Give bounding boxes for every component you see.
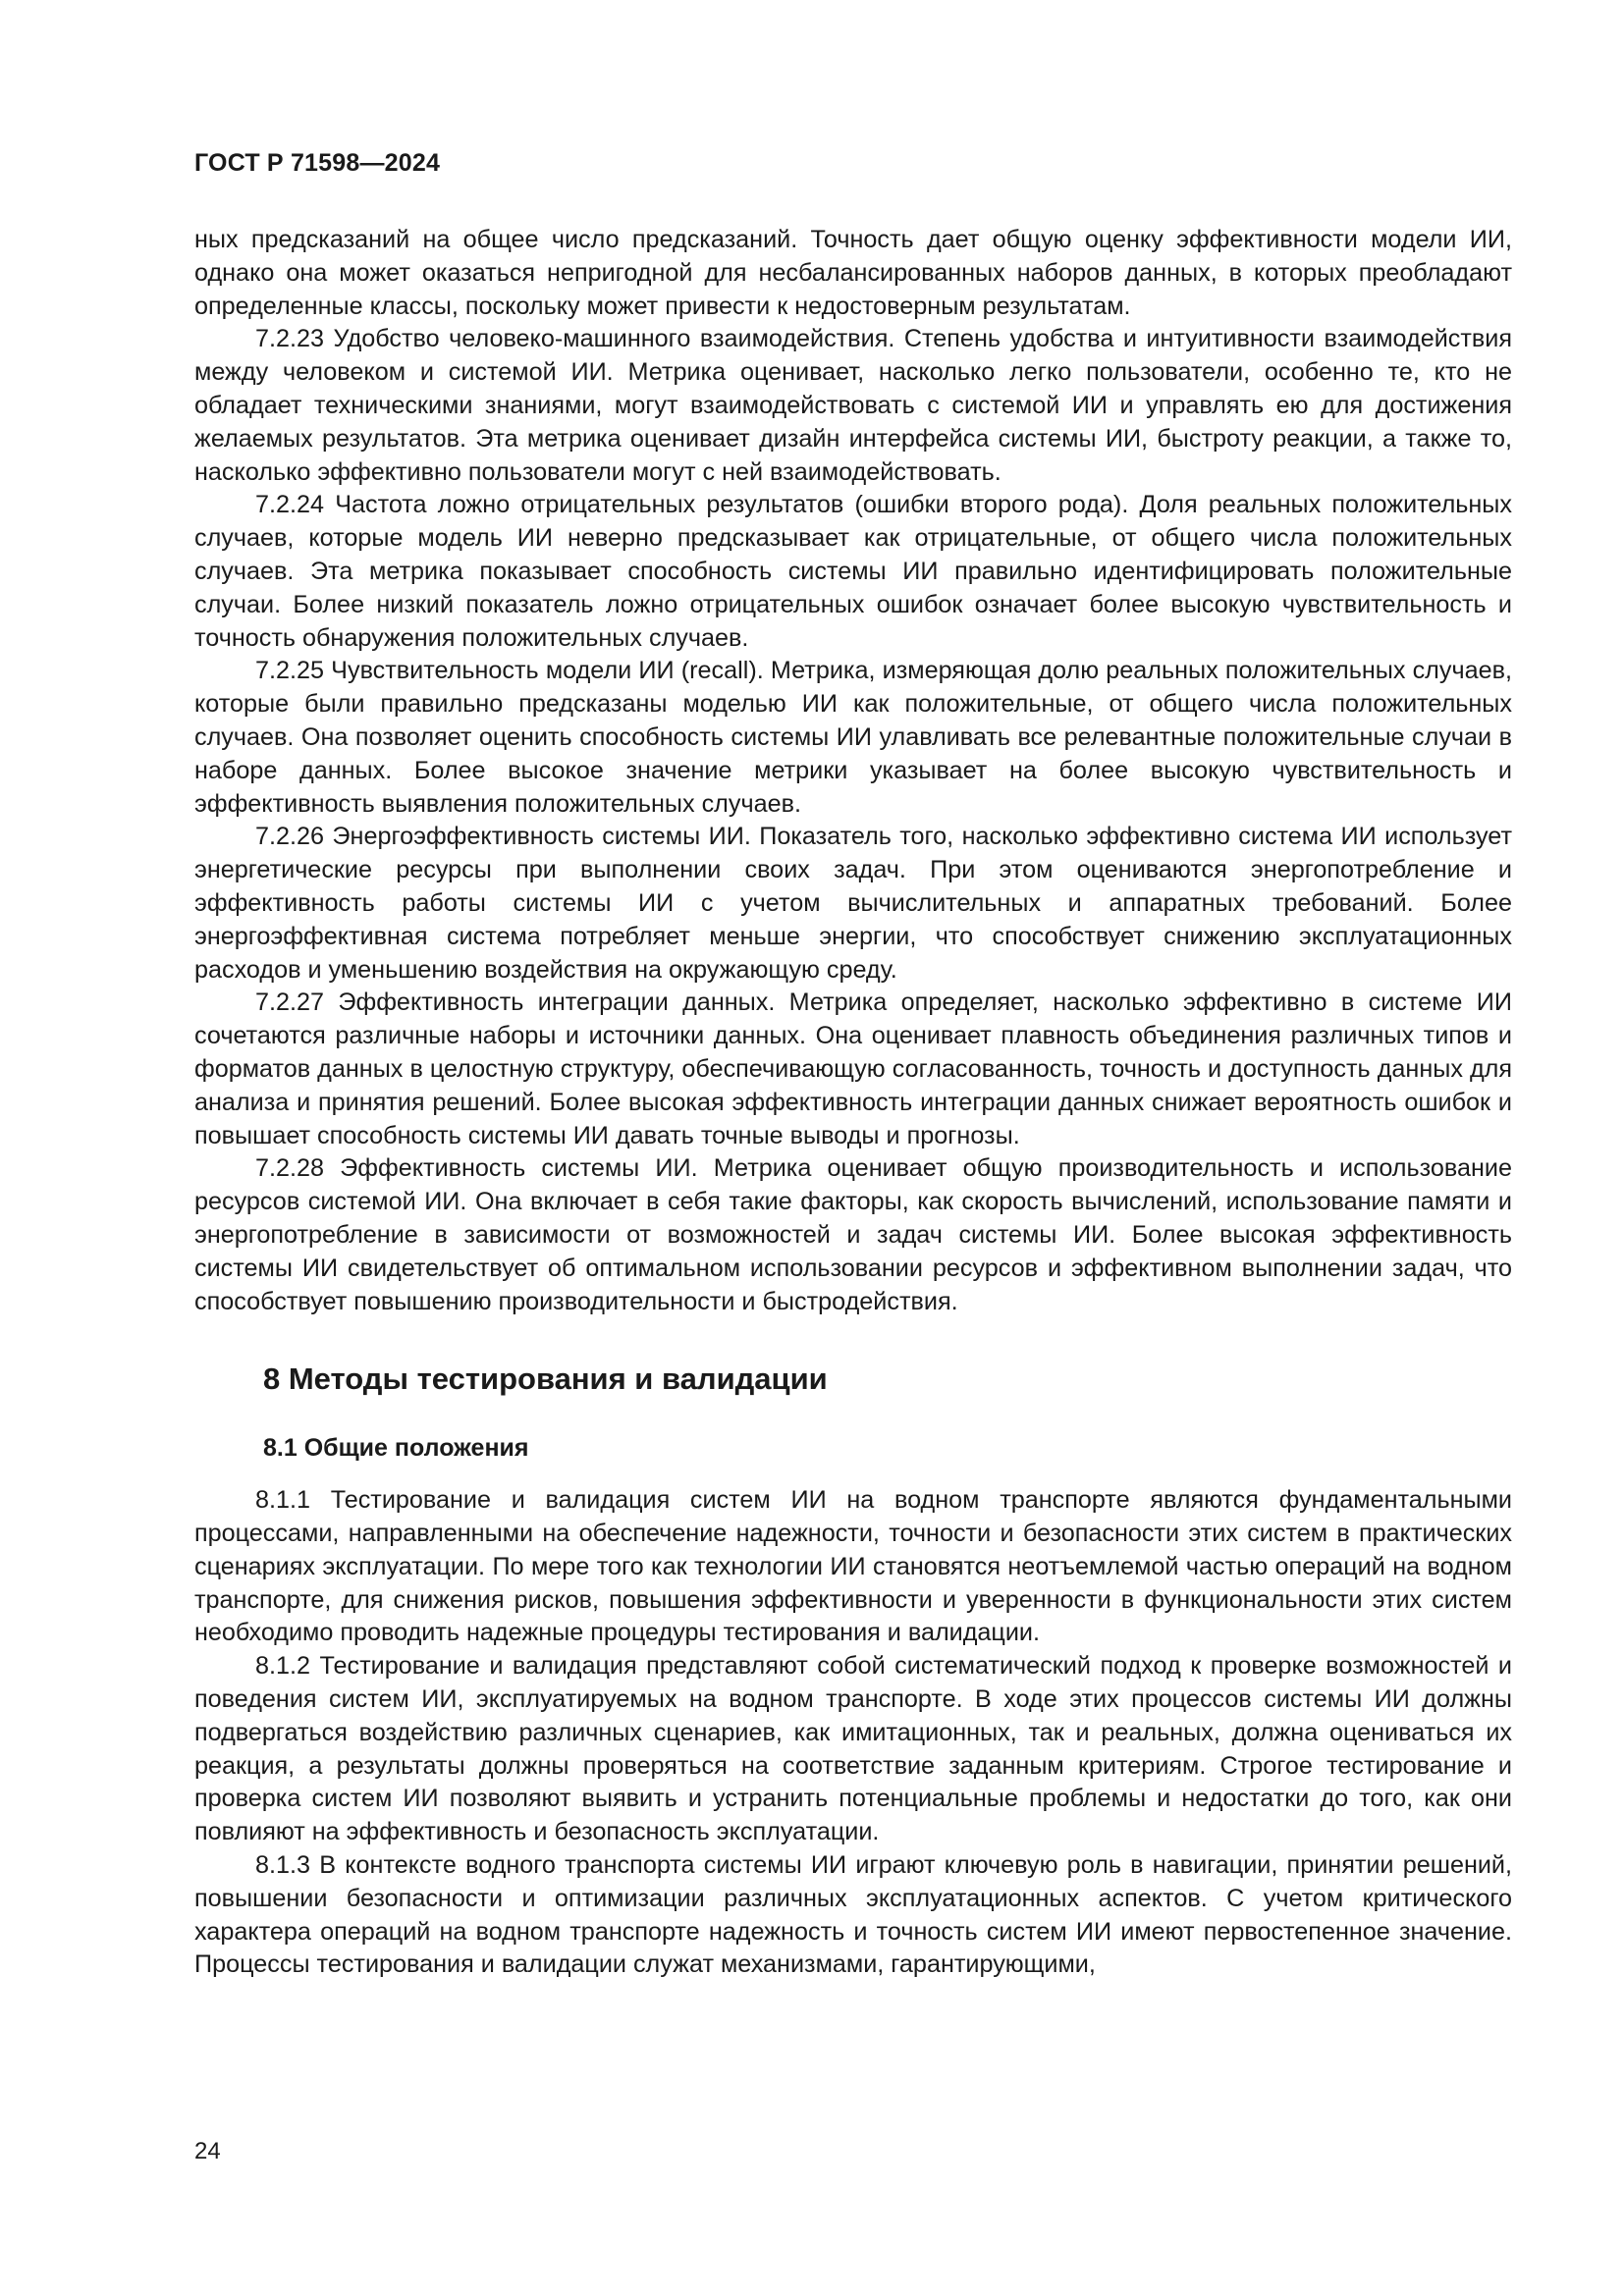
paragraph-7-2-23: 7.2.23 Удобство человеко-машинного взаимодействия. Степень удобства и интуитивности взаимодействия между человеком и системой ИИ. Метрика оценивает, насколько легко пользователи, особенно те, кто не обладает техническими знаниями, могут взаимодействовать с системой ИИ и управлять ею для достижения желаемых результатов. Эта метрика оценивает дизайн интерфейса системы ИИ, быстроту реакции, а также то, насколько эффективно пользователи могут с ней взаимодействовать. xyxy=(194,325,1512,486)
document-header: ГОСТ Р 71598—2024 xyxy=(194,149,441,177)
page-number: 24 xyxy=(194,2138,221,2164)
paragraph-8-1-2: 8.1.2 Тестирование и валидация представляют собой систематический подход к проверке возможностей и поведения систем ИИ, эксплуатируемых на водном транспорте. В ходе этих процессов системы ИИ должны подвергаться воздействию различных сценариев, как имитационных, так и реальных, должна оцениваться их реакция, а результаты должны проверяться на соответствие заданным критериям. Строгое тестирование и проверка систем ИИ позволяют выявить и устранить потенциальные проблемы и недостатки до того, как они повлияют на эффективность и безопасность эксплуатации. xyxy=(194,1652,1512,1846)
section-title: 8 Методы тестирования и валидации xyxy=(263,1362,828,1397)
paragraph-continuation: ных предсказаний на общее число предсказаний. Точность дает общую оценку эффективности модели ИИ, однако она может оказаться непригодной для несбалансированных наборов данных, в которых преобладают определенные классы, поскольку может привести к недостоверным результатам. xyxy=(194,226,1512,320)
paragraph-7-2-28: 7.2.28 Эффективность системы ИИ. Метрика оценивает общую производительность и использование ресурсов системой ИИ. Она включает в себя такие факторы, как скорость вычислений, использование памяти и энергопотребление в зависимости от возможностей и задач системы ИИ. Более высокая эффективность системы ИИ свидетельствует об оптимальном использовании ресурсов и эффективном выполнении задач, что способствует повышению производительности и быстродействия. xyxy=(194,1154,1512,1315)
paragraph-7-2-25: 7.2.25 Чувствительность модели ИИ (recall). Метрика, измеряющая долю реальных положительных случаев, которые были правильно предсказаны моделью ИИ как положительные, от общего числа положительных случаев. Она позволяет оценить способность системы ИИ улавливать все релевантные положительные случаи в наборе данных. Более высокое значение метрики указывает на более высокую чувствительность и эффективность выявления положительных случаев. xyxy=(194,657,1512,818)
paragraph-7-2-26: 7.2.26 Энергоэффективность системы ИИ. Показатель того, насколько эффективно система ИИ использует энергетические ресурсы при выполнении своих задач. При этом оцениваются энергопотребление и эффективность работы системы ИИ с учетом вычислительных и аппаратных требований. Более энергоэффективная система потребляет меньше энергии, что способствует снижению эксплуатационных расходов и уменьшению воздействия на окружающую среду. xyxy=(194,823,1512,984)
paragraph-7-2-24: 7.2.24 Частота ложно отрицательных результатов (ошибки второго рода). Доля реальных положительных случаев, которые модель ИИ неверно предсказывает как отрицательные, от общего числа положительных случаев. Эта метрика показывает способность системы ИИ правильно идентифицировать положительные случаи. Более низкий показатель ложно отрицательных ошибок означает более высокую чувствительность и точность обнаружения положительных случаев. xyxy=(194,491,1512,652)
paragraph-8-1-3: 8.1.3 В контексте водного транспорта системы ИИ играют ключевую роль в навигации, принятии решений, повышении безопасности и оптимизации различных эксплуатационных аспектов. С учетом критического характера операций на водном транспорте надежность и точность систем ИИ имеют первостепенное значение. Процессы тестирования и валидации служат механизмами, гарантирующими, xyxy=(194,1851,1512,1979)
paragraph-8-1-1: 8.1.1 Тестирование и валидация систем ИИ на водном транспорте являются фундаментальными процессами, направленными на обеспечение надежности, точности и безопасности этих систем в практических сценариях эксплуатации. По мере того как технологии ИИ становятся неотъемлемой частью операций на водном транспорте, для снижения рисков, повышения эффективности и уверенности в функциональности этих систем необходимо проводить надежные процедуры тестирования и валидации. xyxy=(194,1486,1512,1647)
subsection-title: 8.1 Общие положения xyxy=(263,1434,529,1463)
paragraph-7-2-27: 7.2.27 Эффективность интеграции данных. Метрика определяет, насколько эффективно в системе ИИ сочетаются различные наборы и источники данных. Она оценивает плавность объединения различных типов и форматов данных в целостную структуру, обеспечивающую согласованность, точность и доступность данных для анализа и принятия решений. Более высокая эффективность интеграции данных снижает вероятность ошибок и повышает способность системы ИИ давать точные выводы и прогнозы. xyxy=(194,988,1512,1149)
page-body xyxy=(194,224,1512,1982)
